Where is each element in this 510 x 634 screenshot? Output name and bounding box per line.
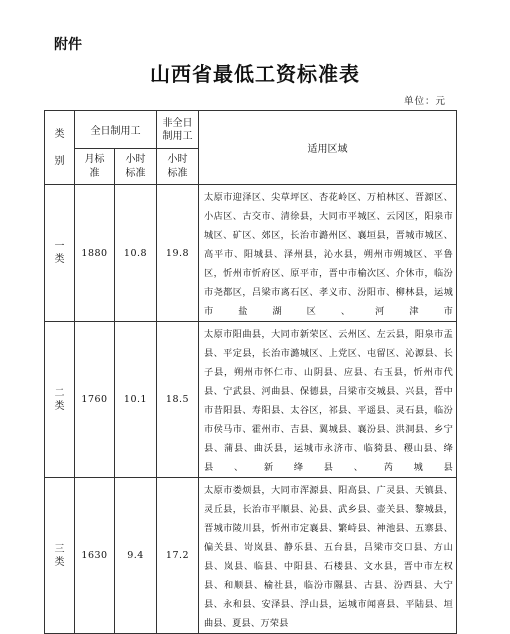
row-parttime-hourly: 18.5 (157, 322, 199, 478)
header-category (45, 111, 75, 185)
header-parttime: 非全日制用工 (157, 111, 199, 149)
header-category-top: 类 (54, 128, 65, 140)
header-hourly: 小时标准 (115, 149, 157, 185)
row-category-top: 三 (54, 543, 65, 555)
row-monthly: 1630 (75, 478, 115, 634)
row-hourly: 9.4 (115, 478, 157, 634)
unit-label: 单位：元 (403, 96, 446, 107)
row-category (45, 185, 75, 322)
header-monthly: 月标准 (75, 149, 115, 185)
row-hourly: 10.8 (115, 185, 157, 322)
attachment-label: 附件 (54, 37, 82, 53)
table-header-row (45, 111, 457, 149)
row-category-bottom: 类 (54, 254, 65, 265)
row-monthly: 1880 (75, 185, 115, 322)
row-parttime-hourly: 19.8 (157, 185, 199, 322)
header-fulltime: 全日制用工 (75, 111, 157, 149)
table-row (45, 322, 457, 478)
page-title: 山西省最低工资标准表 (150, 62, 360, 86)
row-area: 太原市娄烦县，大同市浑源县、阳高县、广灵县、天镇县、灵丘县，长治市平顺县、沁县、武乡县、壶关县、黎城县，晋城市陵川县，忻州市定襄县、繁峙县、神池县、五寨县、偏关县、岢岚县、静乐县、五台县，吕梁市交口县、方山县、岚县、临县、中阳县、石楼县、文水县，晋中市左权县、和顺县、榆社县，临汾市隰县、古县、汾西县、大宁县、永和县、安泽县、浮山县，运城市闻喜县、平陆县、垣曲县、夏县、万荣县 (199, 478, 457, 634)
row-category-bottom: 类 (54, 400, 65, 412)
row-monthly: 1760 (75, 322, 115, 478)
row-category-top: 二 (54, 387, 65, 399)
row-hourly: 10.1 (115, 322, 157, 478)
min-wage-table (44, 110, 457, 634)
header-area: 适用区域 (199, 111, 457, 185)
row-parttime-hourly: 17.2 (157, 478, 199, 634)
header-category-bottom: 别 (54, 155, 65, 167)
row-area: 太原市阳曲县，大同市新荣区、云州区、左云县，阳泉市盂县、平定县，长治市潞城区、上党区、屯留区、沁源县、长子县，朔州市怀仁市、山阴县、应县、右玉县，忻州市代县、宁武县、河曲县、保德县，吕梁市交城县、兴县，晋中市昔阳县、寿阳县、太谷区，祁县、平遥县、灵石县，临汾市侯马市、霍州市、吉县、翼城县、襄汾县、洪洞县、乡宁县、蒲县、曲沃县，运城市永济市、临猗县、稷山县、绛县、新绛县、芮城县 (199, 322, 457, 478)
row-category (45, 478, 75, 634)
header-parttime-hourly: 小时标准 (157, 149, 199, 185)
row-area: 太原市迎泽区、尖草坪区、杏花岭区、万柏林区、晋源区、小店区、古交市、清徐县，大同市平城区、云冈区，阳泉市城区、矿区、郊区，长治市潞州区、襄垣县，晋城市城区、高平市、阳城县、泽州县，沁水县，朔州市朔城区、平鲁区，忻州市忻府区、原平市，晋中市榆次区、介休市，临汾市尧都区，吕梁市离石区、孝义市、汾阳市、柳林县，运城市盐湖区、河津市 (199, 185, 457, 322)
table-row (45, 185, 457, 322)
table-row (45, 478, 457, 634)
row-category (45, 322, 75, 478)
row-category-top: 一 (54, 241, 65, 252)
row-category-bottom: 类 (54, 556, 65, 568)
